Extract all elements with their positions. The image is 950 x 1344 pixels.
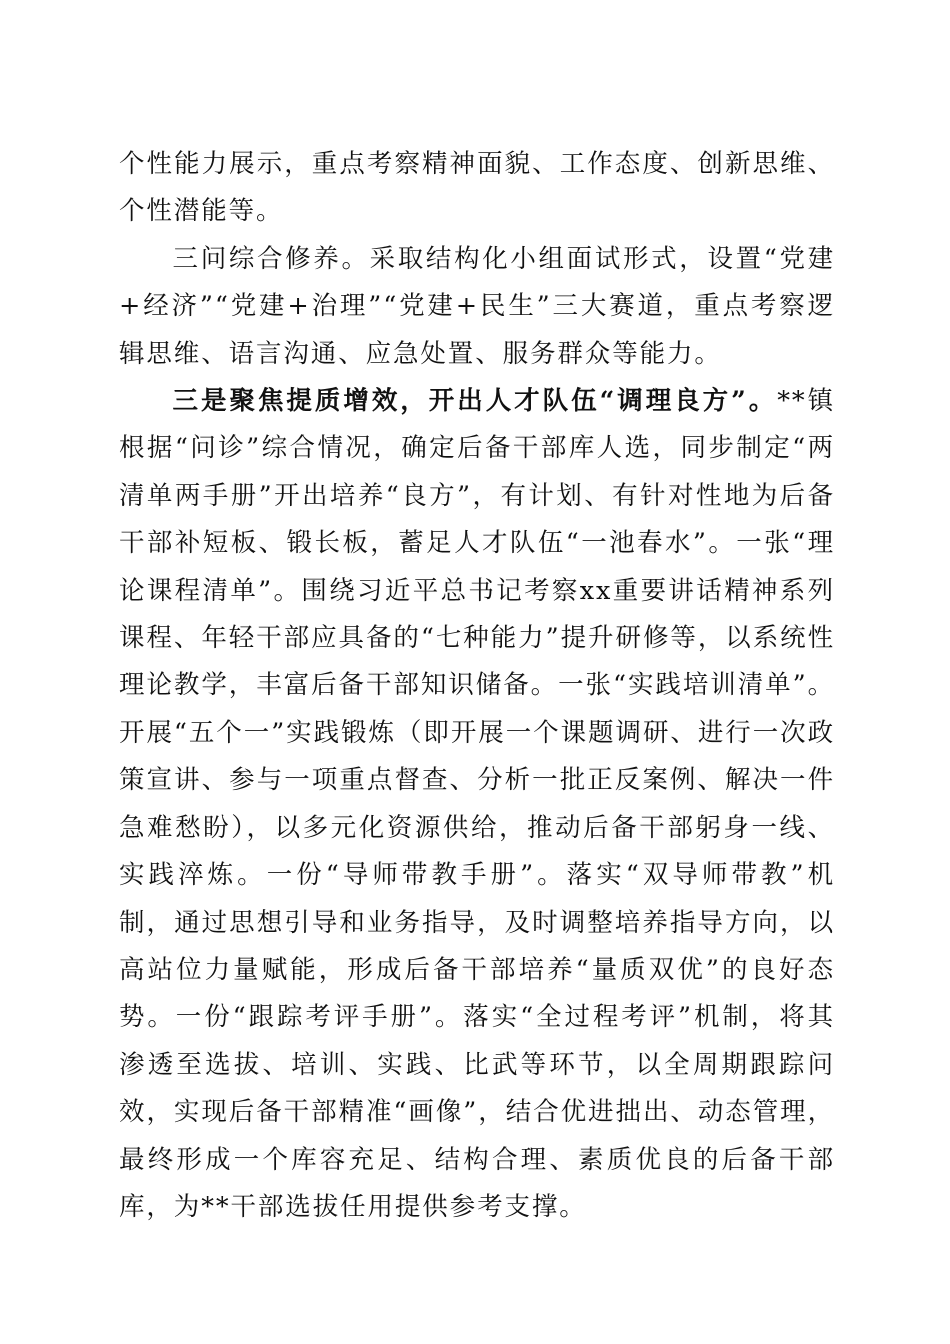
paragraph-body: **镇根据“问诊”综合情况，确定后备干部库人选，同步制定“两清单两手册”开出培养“良方”，有计划、有针对性地为后备干部补短板、锻长板，蓄足人才队伍“一池春水”。一张“理论课程清单”。围绕习近平总书记考察xx重要讲话精神系列课程、年轻干部应具备的“七种能力”提升研修等，以系统性理论教学，丰富后备干部知识储备。一张“实践培训清单”。开展“五个一”实践锻炼（即开展一个课题调研、进行一次政策宣讲、参与一项重点督查、分析一批正反案例、解决一件急难愁盼），以多元化资源供给，推动后备干部躬身一线、实践淬炼。一份“导师带教手册”。落实“双导师带教”机制，通过思想引导和业务指导，及时调整培养指导方向，以高站位力量赋能，形成后备干部培养“量质双优”的良好态势。一份“跟踪考评手册”。落实“全过程考评”机制，将其渗透至选拔、培训、实践、比武等环节，以全周期跟踪问效，实现后备干部精准“画像”，结合优进拙出、动态管理，最终形成一个库容充足、结构合理、素质优良的后备干部库，为**干部选拔任用提供参考支撑。 bbox=[119, 386, 836, 1222]
paragraph-continuation: 个性能力展示，重点考察精神面貌、工作态度、创新思维、个性潜能等。 bbox=[119, 149, 835, 227]
document-body bbox=[119, 141, 835, 1231]
paragraph-heading: 三是聚焦提质增效，开出人才队伍“调理良方”。 bbox=[172, 386, 778, 417]
paragraph-training-plan bbox=[119, 378, 835, 1231]
paragraph-comprehensive-quality: 三问综合修养。采取结构化小组面试形式，设置“党建+经济”“党建+治理”“党建+民生”三大赛道，重点考察逻辑思维、语言沟通、应急处置、服务群众等能力。 bbox=[119, 243, 835, 369]
